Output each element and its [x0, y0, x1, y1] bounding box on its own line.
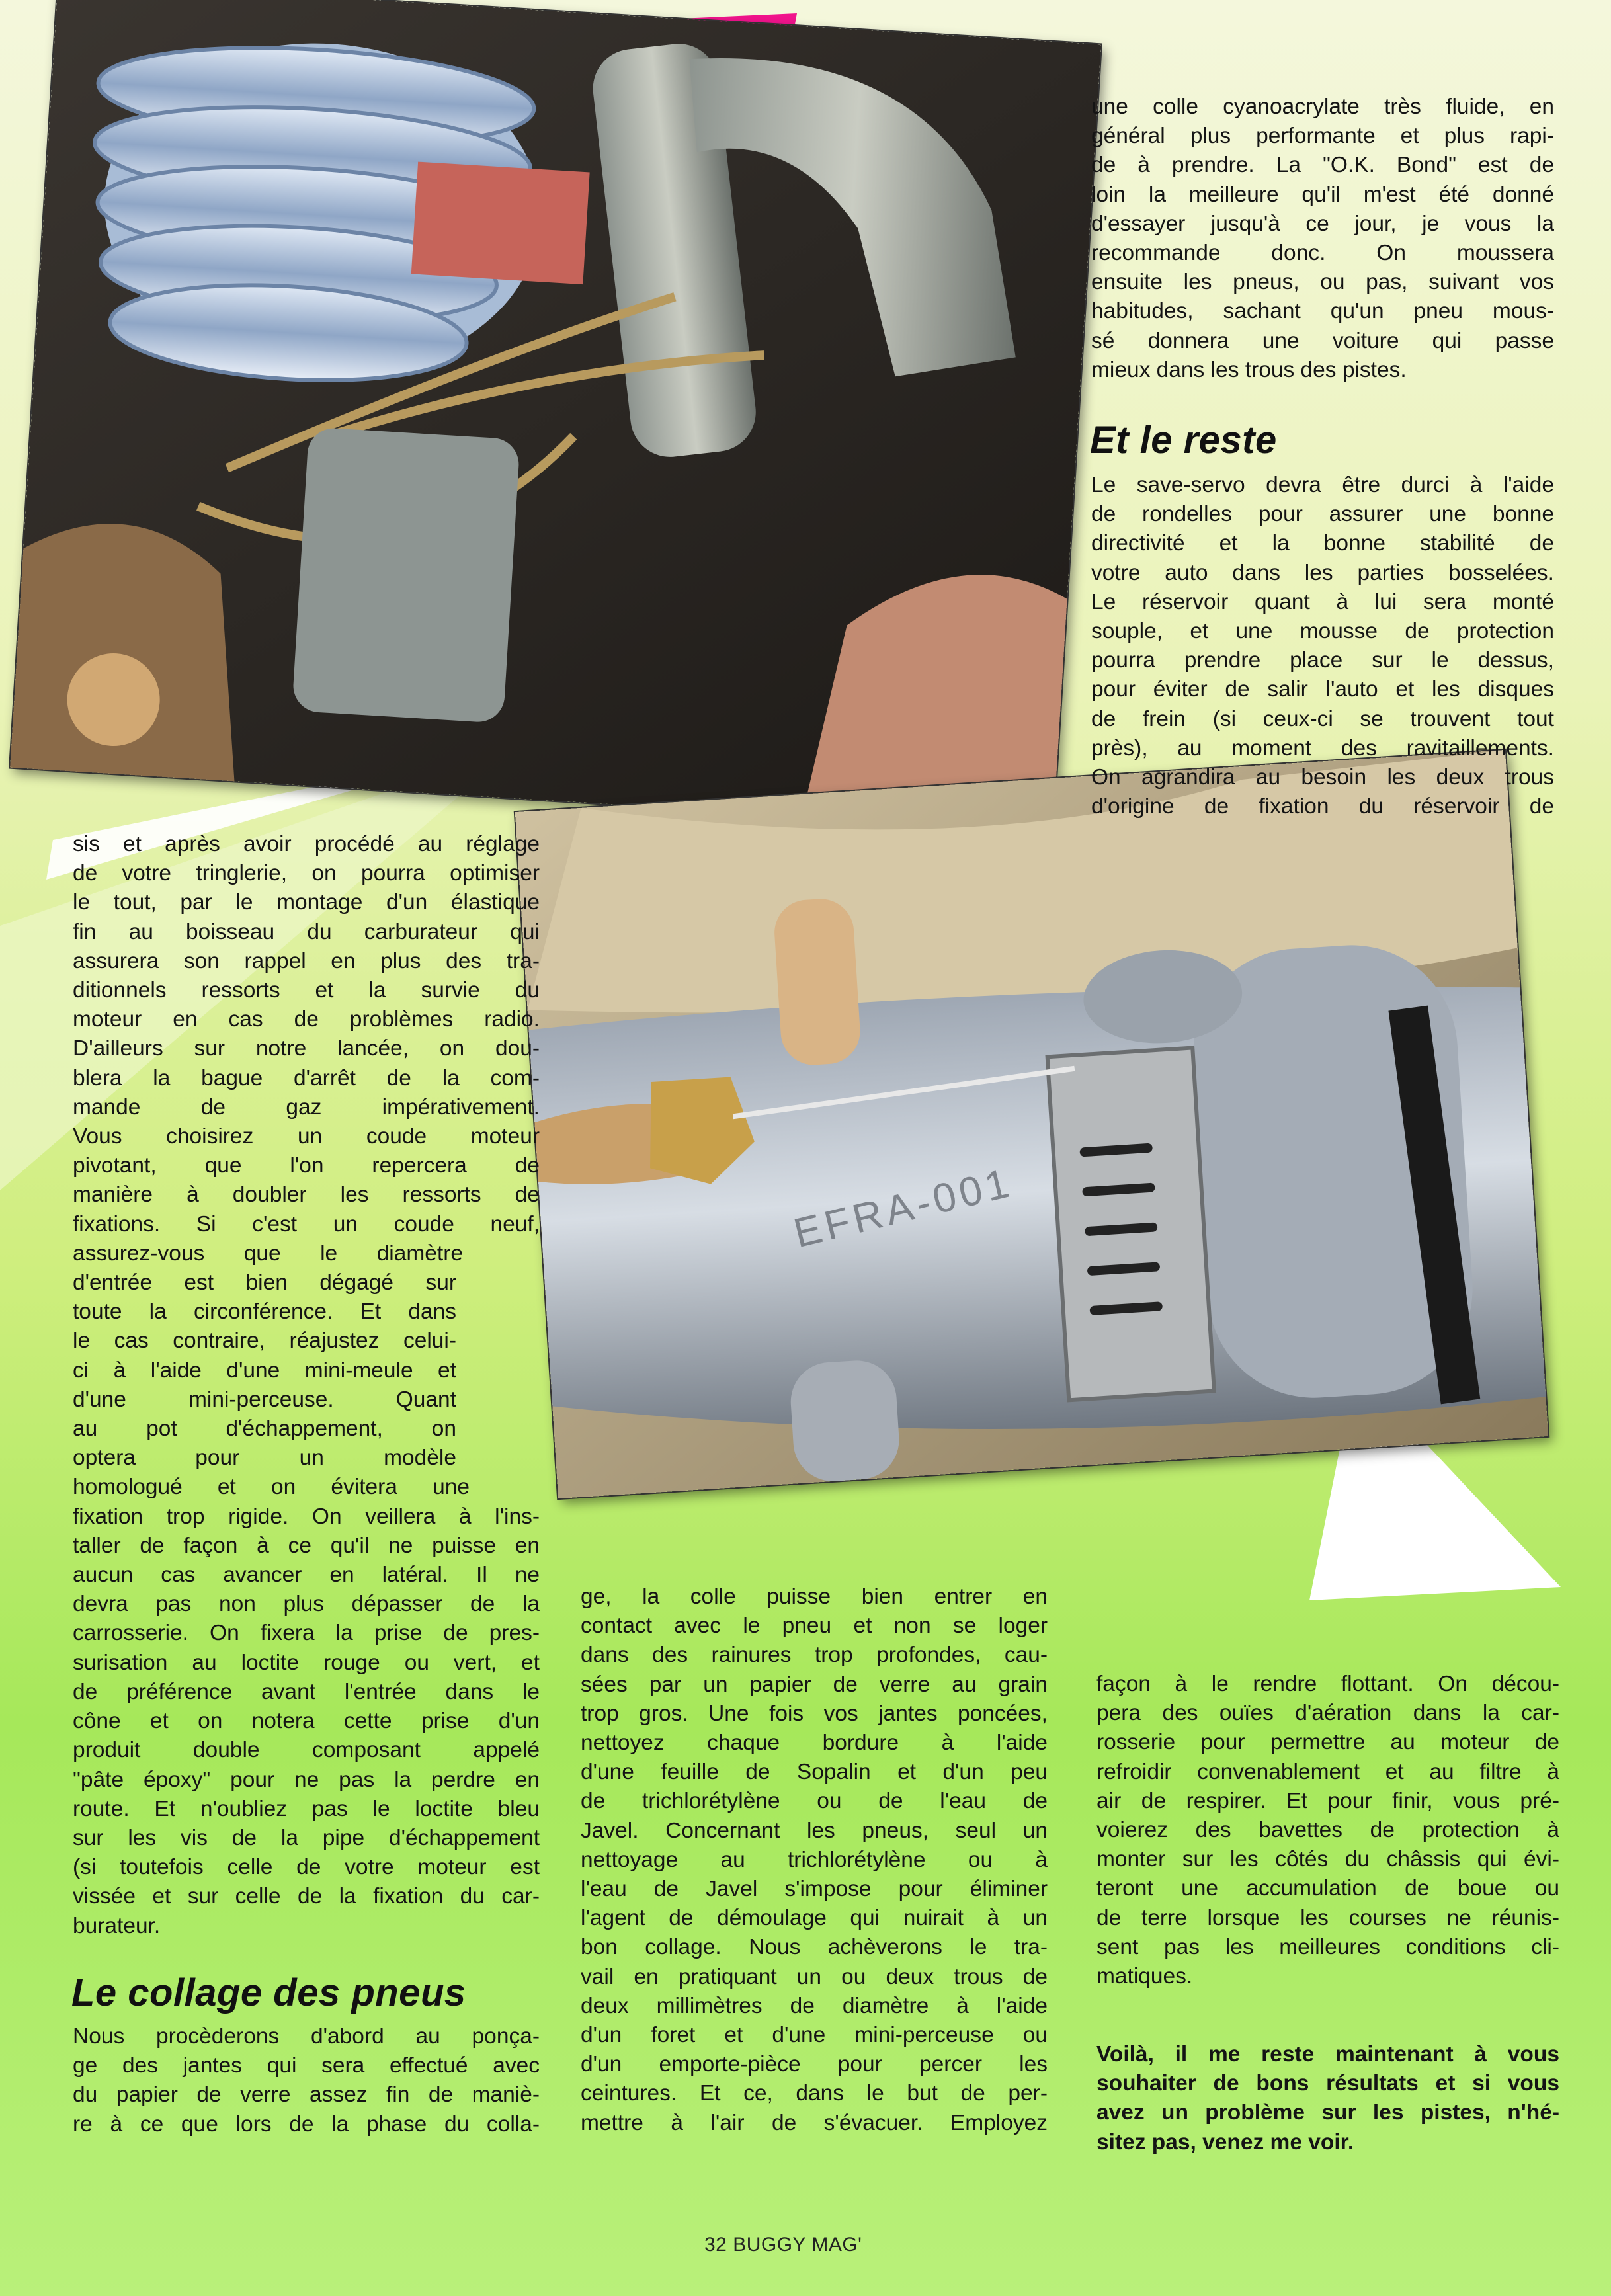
text-line: bon collage. Nous achèverons le tra-	[581, 1935, 1048, 1960]
text-line: de préférence avant l'entrée dans le	[73, 1679, 540, 1704]
text-line: assurez-vous que le diamètre	[73, 1241, 463, 1266]
text-line: route. Et n'oubliez pas le loctite bleu	[73, 1796, 540, 1821]
text-line: contact avec le pneu et non se loger	[581, 1614, 1048, 1639]
text-line: l'agent de démoulage qui nuirait à un	[581, 1906, 1048, 1931]
text-line: souple, et une mousse de protection	[1091, 619, 1554, 644]
text-line: nettoyez chaque bordure à l'aide	[581, 1731, 1048, 1756]
text-line: devra pas non plus dépasser de la	[73, 1592, 540, 1617]
text-line: d'une mini-perceuse. Quant	[73, 1387, 456, 1412]
text-line: aucun cas avancer en latéral. Il ne	[73, 1563, 540, 1588]
text-line: vail en pratiquant un ou deux trous de	[581, 1964, 1048, 1989]
text-line: avez un problème sur les pistes, n'hé-	[1096, 2100, 1559, 2125]
text-line: directivité et la bonne stabilité de	[1091, 531, 1554, 556]
text-line: re à ce que lors de la phase du colla-	[73, 2112, 540, 2137]
col1-paragraph	[73, 830, 540, 1941]
text-line: deux millimètres de diamètre à l'aide	[581, 1993, 1048, 2018]
text-line: d'origine de fixation du réservoir de	[1091, 794, 1554, 819]
text-line: cône et on notera cette prise d'un	[73, 1709, 540, 1734]
text-line: au pot d'échappement, on	[73, 1416, 456, 1442]
text-line: dans des rainures trop profondes, cau-	[581, 1643, 1048, 1668]
collage-text	[73, 2022, 540, 2139]
text-line: vissée et sur celle de la fixation du car-	[73, 1884, 540, 1909]
text-line: toute la circonférence. Et dans	[73, 1299, 456, 1325]
reste-paragraph	[1091, 471, 1554, 821]
text-line: surisation au loctite rouge ou vert, et	[73, 1650, 540, 1675]
text-line: assurera son rappel en plus des tra-	[73, 948, 540, 973]
engine-carburetor-photo	[10, 0, 1101, 831]
text-line: homologué et on évitera une	[73, 1475, 470, 1500]
text-line: voierez des bavettes de protection à	[1096, 1818, 1559, 1843]
text-line: général plus performante et plus rapi-	[1091, 124, 1554, 149]
text-line: sis et après avoir procédé au réglage	[73, 832, 540, 856]
text-line: le cas contraire, réajustez celui-	[73, 1329, 456, 1354]
text-line: habitudes, sachant qu'un pneu mous-	[1091, 299, 1554, 324]
text-line: (si toutefois celle de votre moteur est	[73, 1855, 540, 1880]
text-line: le tout, par le montage d'un élastique	[73, 890, 540, 915]
heading-et-le-reste: Et le reste	[1090, 419, 1277, 462]
text-line: produit double composant appelé	[73, 1738, 540, 1763]
text-line: rosserie pour permettre au moteur de	[1096, 1730, 1559, 1755]
text-line: ge des jantes qui sera effectué avec	[73, 2053, 540, 2078]
col3-bottom-text	[1096, 1670, 1559, 1991]
text-line: une colle cyanoacrylate très fluide, en	[1091, 95, 1554, 119]
text-line: Vous choisirez un coude moteur	[73, 1124, 540, 1149]
text-line: de terre lorsque les courses ne réunis-	[1096, 1905, 1559, 1930]
text-line: blera la bague d'arrêt de la com-	[73, 1065, 540, 1090]
text-line: du papier de verre assez fin de maniè-	[73, 2082, 540, 2108]
text-line: de votre tringlerie, on pourra optimiser	[73, 861, 540, 886]
text-line: ci à l'aide d'une mini-meule et	[73, 1358, 456, 1383]
text-line: optera pour un modèle	[73, 1446, 456, 1471]
text-line: d'un foret et d'une mini-perceuse ou	[581, 2023, 1048, 2048]
text-line: loin la meilleure qu'il m'est été donné	[1091, 182, 1554, 207]
text-line: pera des ouïes d'aération dans la car-	[1096, 1701, 1559, 1726]
text-line: de trichlorétylène ou de l'eau de	[581, 1789, 1048, 1814]
text-line: trop gros. Une fois vos jantes poncées,	[581, 1701, 1048, 1726]
text-line: pour éviter de salir l'auto et les disques	[1091, 677, 1554, 702]
text-line: d'une feuille de Sopalin et d'un peu	[581, 1760, 1048, 1785]
text-line: sur les vis de la pipe d'échappement	[73, 1825, 540, 1850]
text-line: air de respirer. Et pour finir, vous pré-	[1096, 1788, 1559, 1813]
closing-text	[1096, 2040, 1559, 2157]
text-line: près), au moment des ravitaillements.	[1091, 735, 1554, 760]
engine-photo-illustration	[10, 0, 1101, 831]
text-line: monter sur les côtés du châssis qui évi-	[1096, 1847, 1559, 1872]
collage-paragraph	[73, 2022, 540, 2139]
text-line: carrosserie. On fixera la prise de pres-	[73, 1621, 540, 1646]
heading-le-collage-des-pneus: Le collage des pneus	[71, 1971, 466, 2014]
text-line: mande de gaz impérativement.	[73, 1094, 540, 1120]
text-line: sé donnera une voiture qui passe	[1091, 328, 1554, 353]
text-line: d'essayer jusqu'à ce jour, je vous la	[1091, 211, 1554, 236]
text-line: sitez pas, venez me voir.	[1096, 2129, 1354, 2154]
text-line: sées par un papier de verre au grain	[581, 1672, 1048, 1697]
text-line: de à prendre. La "O.K. Bond" est de	[1091, 153, 1554, 178]
text-line: mieux dans les trous des pistes.	[1091, 357, 1407, 382]
text-line: moteur en cas de problèmes radio.	[73, 1007, 540, 1032]
reste-text	[1091, 471, 1554, 821]
col1-text	[73, 830, 540, 1941]
text-line: ceintures. Et ce, dans le but de per-	[581, 2081, 1048, 2106]
text-line: souhaiter de bons résultats et si vous	[1096, 2071, 1559, 2096]
text-line: ditionnels ressorts et la survie du	[73, 978, 540, 1003]
text-line: pivotant, que l'on repercera de	[73, 1153, 540, 1178]
text-line: burateur.	[73, 1913, 161, 1938]
text-line: Le réservoir quant à lui sera monté	[1091, 589, 1554, 614]
col3-top-text	[1091, 93, 1554, 385]
closing-paragraph	[1096, 2040, 1559, 2157]
text-line: manière à doubler les ressorts de	[73, 1182, 540, 1208]
text-line: Le save-servo devra être durci à l'aide	[1091, 473, 1554, 497]
text-line: ge, la colle puisse bien entrer en	[581, 1584, 1048, 1609]
text-line: matiques.	[1096, 1964, 1193, 1989]
col3-bottom-paragraph	[1096, 1670, 1559, 1991]
text-line: d'un emporte-pièce pour percer les	[581, 2052, 1048, 2077]
text-line: fin au boisseau du carburateur qui	[73, 919, 540, 944]
text-line: Voilà, il me reste maintenant à vous	[1096, 2042, 1559, 2067]
text-line: d'entrée est bien dégagé sur	[73, 1270, 456, 1295]
text-line: pourra prendre place sur le dessus,	[1091, 648, 1554, 673]
efra-stamp: EFRA-001	[789, 1159, 1017, 1257]
exhaust-pipe-photo	[515, 750, 1548, 1498]
text-line: ensuite les pneus, ou pas, suivant vos	[1091, 270, 1554, 295]
text-line: votre auto dans les parties bosselées.	[1091, 560, 1554, 585]
text-line: l'eau de Javel s'impose pour éliminer	[581, 1877, 1048, 1902]
page-footer: 32 BUGGY MAG'	[704, 2234, 862, 2256]
text-line: fixation trop rigide. On veillera à l'ins-	[73, 1504, 540, 1529]
text-line: nettoyage au trichlorétylène ou à	[581, 1847, 1048, 1872]
exhaust-photo-illustration	[515, 750, 1548, 1498]
text-line: recommande donc. On moussera	[1091, 241, 1554, 266]
text-line: taller de façon à ce qu'il ne puisse en	[73, 1533, 540, 1558]
text-line: teront une accumulation de boue ou	[1096, 1876, 1559, 1901]
text-line: sent pas les meilleures conditions cli-	[1096, 1934, 1559, 1959]
text-line: On agrandira au besoin les deux trous	[1091, 765, 1554, 790]
text-line: de frein (si ceux-ci se trouvent tout	[1091, 706, 1554, 731]
col3-top-paragraph	[1091, 93, 1554, 385]
text-line: Javel. Concernant les pneus, seul un	[581, 1818, 1048, 1843]
text-line: façon à le rendre flottant. On décou-	[1096, 1672, 1559, 1696]
text-line: mettre à l'air de s'évacuer. Employez	[581, 2110, 1048, 2135]
text-line: D'ailleurs sur notre lancée, on dou-	[73, 1036, 540, 1061]
text-line: de rondelles pour assurer une bonne	[1091, 502, 1554, 527]
text-line: fixations. Si c'est un coude neuf,	[73, 1211, 540, 1237]
text-line: refroidir convenablement et au filtre à	[1096, 1759, 1559, 1784]
text-line: Nous procèderons d'abord au ponça-	[73, 2024, 540, 2049]
text-line: "pâte époxy" pour ne pas la perdre en	[73, 1767, 540, 1792]
col2-paragraph	[581, 1582, 1048, 2138]
col2-text	[581, 1582, 1048, 2138]
